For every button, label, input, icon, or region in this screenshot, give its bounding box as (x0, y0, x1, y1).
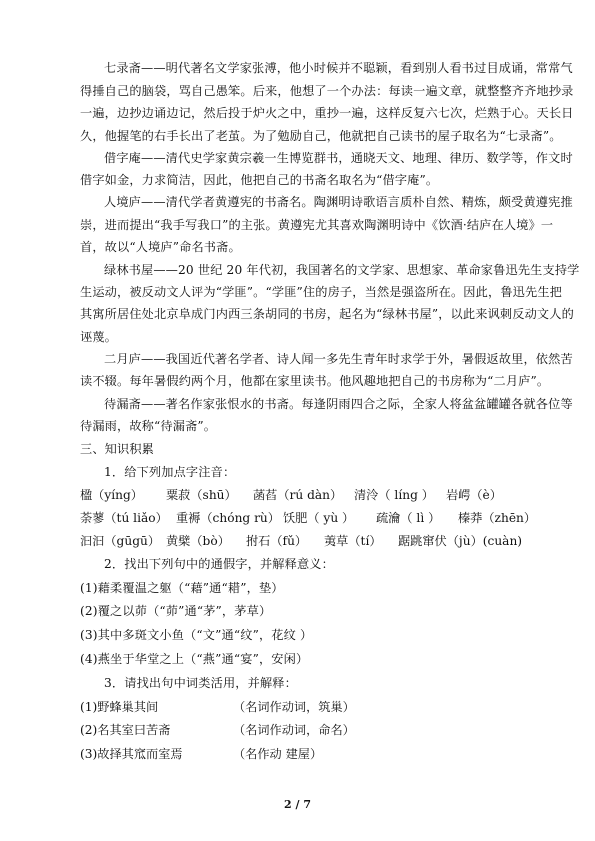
answer-item: (3)其中多斑文小鱼（“文”通“纹”，花纹 ） (80, 628, 313, 642)
paragraph-line: 一遍，边抄边诵边记，然后投于炉火之中，重抄一遍，这样反复六七次，烂熟于心。天长日 (80, 106, 574, 120)
paragraph-line: 二月庐——我国近代著名学者、诗人闻一多先生青年时求学于外，暑假返故里，依然苦 (104, 352, 573, 366)
paragraph-line: 久，他握笔的右手长出了老茧。为了勉励自己，他就把自己读书的屋子取名为“七录斋”。 (80, 129, 562, 143)
paragraph-line: 生运动，被反动文人评为“学匪”。“学匪”住的房子，当然是强盗所在。因此，鲁迅先生把 (80, 285, 563, 299)
question-title: 3．请找出句中词类活用，并解释： (104, 676, 297, 690)
paragraph-line: 待漏雨，故称“待漏斋”。 (80, 419, 217, 433)
paragraph-line: 人境庐——清代学者黄遵宪的书斋名。陶渊明诗歌语言质朴自然、精炼，颇受黄遵宪推 (104, 195, 573, 209)
pinyin-item: 饫肥（ yù ） (283, 511, 355, 525)
page-number: 2 / 7 (284, 798, 311, 811)
paragraph-line: 崇，进而提出“我手写我口”的主张。黄遵宪尤其喜欢陶渊明诗中《饮酒·结庐在人境》一 (80, 218, 554, 232)
pinyin-item: 荑草（tí） (324, 534, 382, 548)
answer-sentence: (3)故择其窊而室焉 (80, 747, 183, 761)
pinyin-item: 清泠（ líng ） (354, 488, 434, 502)
pinyin-item: 拊石（fǔ） (246, 534, 308, 548)
pinyin-item: 菡萏（rú dàn） (253, 488, 343, 502)
pinyin-item: 疏瀹（ lì ） (376, 511, 441, 525)
pinyin-item: 榛莽（zhēn） (458, 511, 537, 525)
paragraph-line: 七录斋——明代著名文学家张溥，他小时候并不聪颖，看到别人看书过目成诵，常常气 (104, 61, 573, 75)
answer-item: (4)燕坐于华堂之上（“燕”通“宴”，安闲） (80, 652, 309, 666)
paragraph-line: 借字如金，力求简洁，因此，他把自己的书斋名取名为“借字庵”。 (80, 173, 439, 187)
pinyin-item: 重褥（chóng rù） (176, 511, 280, 525)
pinyin-item: 荼蓼（tú liǎo） (80, 511, 168, 525)
answer-note: （名词作动词，筑巢） (233, 700, 355, 714)
pinyin-item: 楹（yíng） (80, 488, 143, 502)
paragraph-line: 得捶自己的脑袋，骂自己愚笨。后来，他想了一个办法：每读一遍文章，就整整齐齐地抄录 (80, 84, 574, 98)
answer-item: (2)覆之以茆（“茆”通“茅”，茅草） (80, 604, 272, 618)
answer-item: (1)藉柔覆温之躯（“藉”通“耤”，垫） (80, 581, 284, 595)
answer-note: （名作动 建屋） (233, 747, 323, 761)
paragraph-line: 诬蔑。 (80, 330, 118, 344)
answer-sentence: (2)名其室曰苦斋 (80, 723, 171, 737)
paragraph-line: 其寓所居住处北京阜成门内西三条胡同的书房，起名为“绿林书屋”，以此来讽刺反动文人的 (80, 307, 574, 321)
paragraph-line: 读不辍。每年暑假约两个月，他都在家里读书。他风趣地把自己的书房称为“二月庐”。 (80, 374, 550, 388)
paragraph-line: 借字庵——清代史学家黄宗羲一生博览群书，通晓天文、地理、律历、数学等，作文时 (104, 151, 573, 165)
answer-note: （名词作动词，命名） (233, 723, 355, 737)
paragraph-line: 绿林书屋——20 世纪 20 年代初，我国著名的文学家、思想家、革命家鲁迅先生支持学 (104, 263, 580, 277)
answer-sentence: (1)野蜂巢其间 (80, 700, 159, 714)
section-title: 三、知识积累 (80, 442, 155, 456)
pinyin-item: 黄檗（bò） (166, 534, 230, 548)
question-title: 2．找出下列句中的通假字，并解释意义： (104, 557, 334, 571)
paragraph-line: 待漏斋——著名作家张恨水的书斋。每逢阴雨四合之际，全家人将盆盆罐罐各就各位等 (104, 397, 573, 411)
pinyin-item: 汩汩（gūgū） (80, 534, 161, 548)
paragraph-line: 首，故以“人境庐”命名书斋。 (80, 240, 241, 254)
pinyin-item: 踞跳窜伏（jù）(cuàn) (398, 534, 523, 548)
question-title: 1．给下列加点字注音： (104, 465, 236, 479)
pinyin-item: 粟菽（shū） (166, 488, 237, 502)
pinyin-item: 岩崿（è） (446, 488, 502, 502)
